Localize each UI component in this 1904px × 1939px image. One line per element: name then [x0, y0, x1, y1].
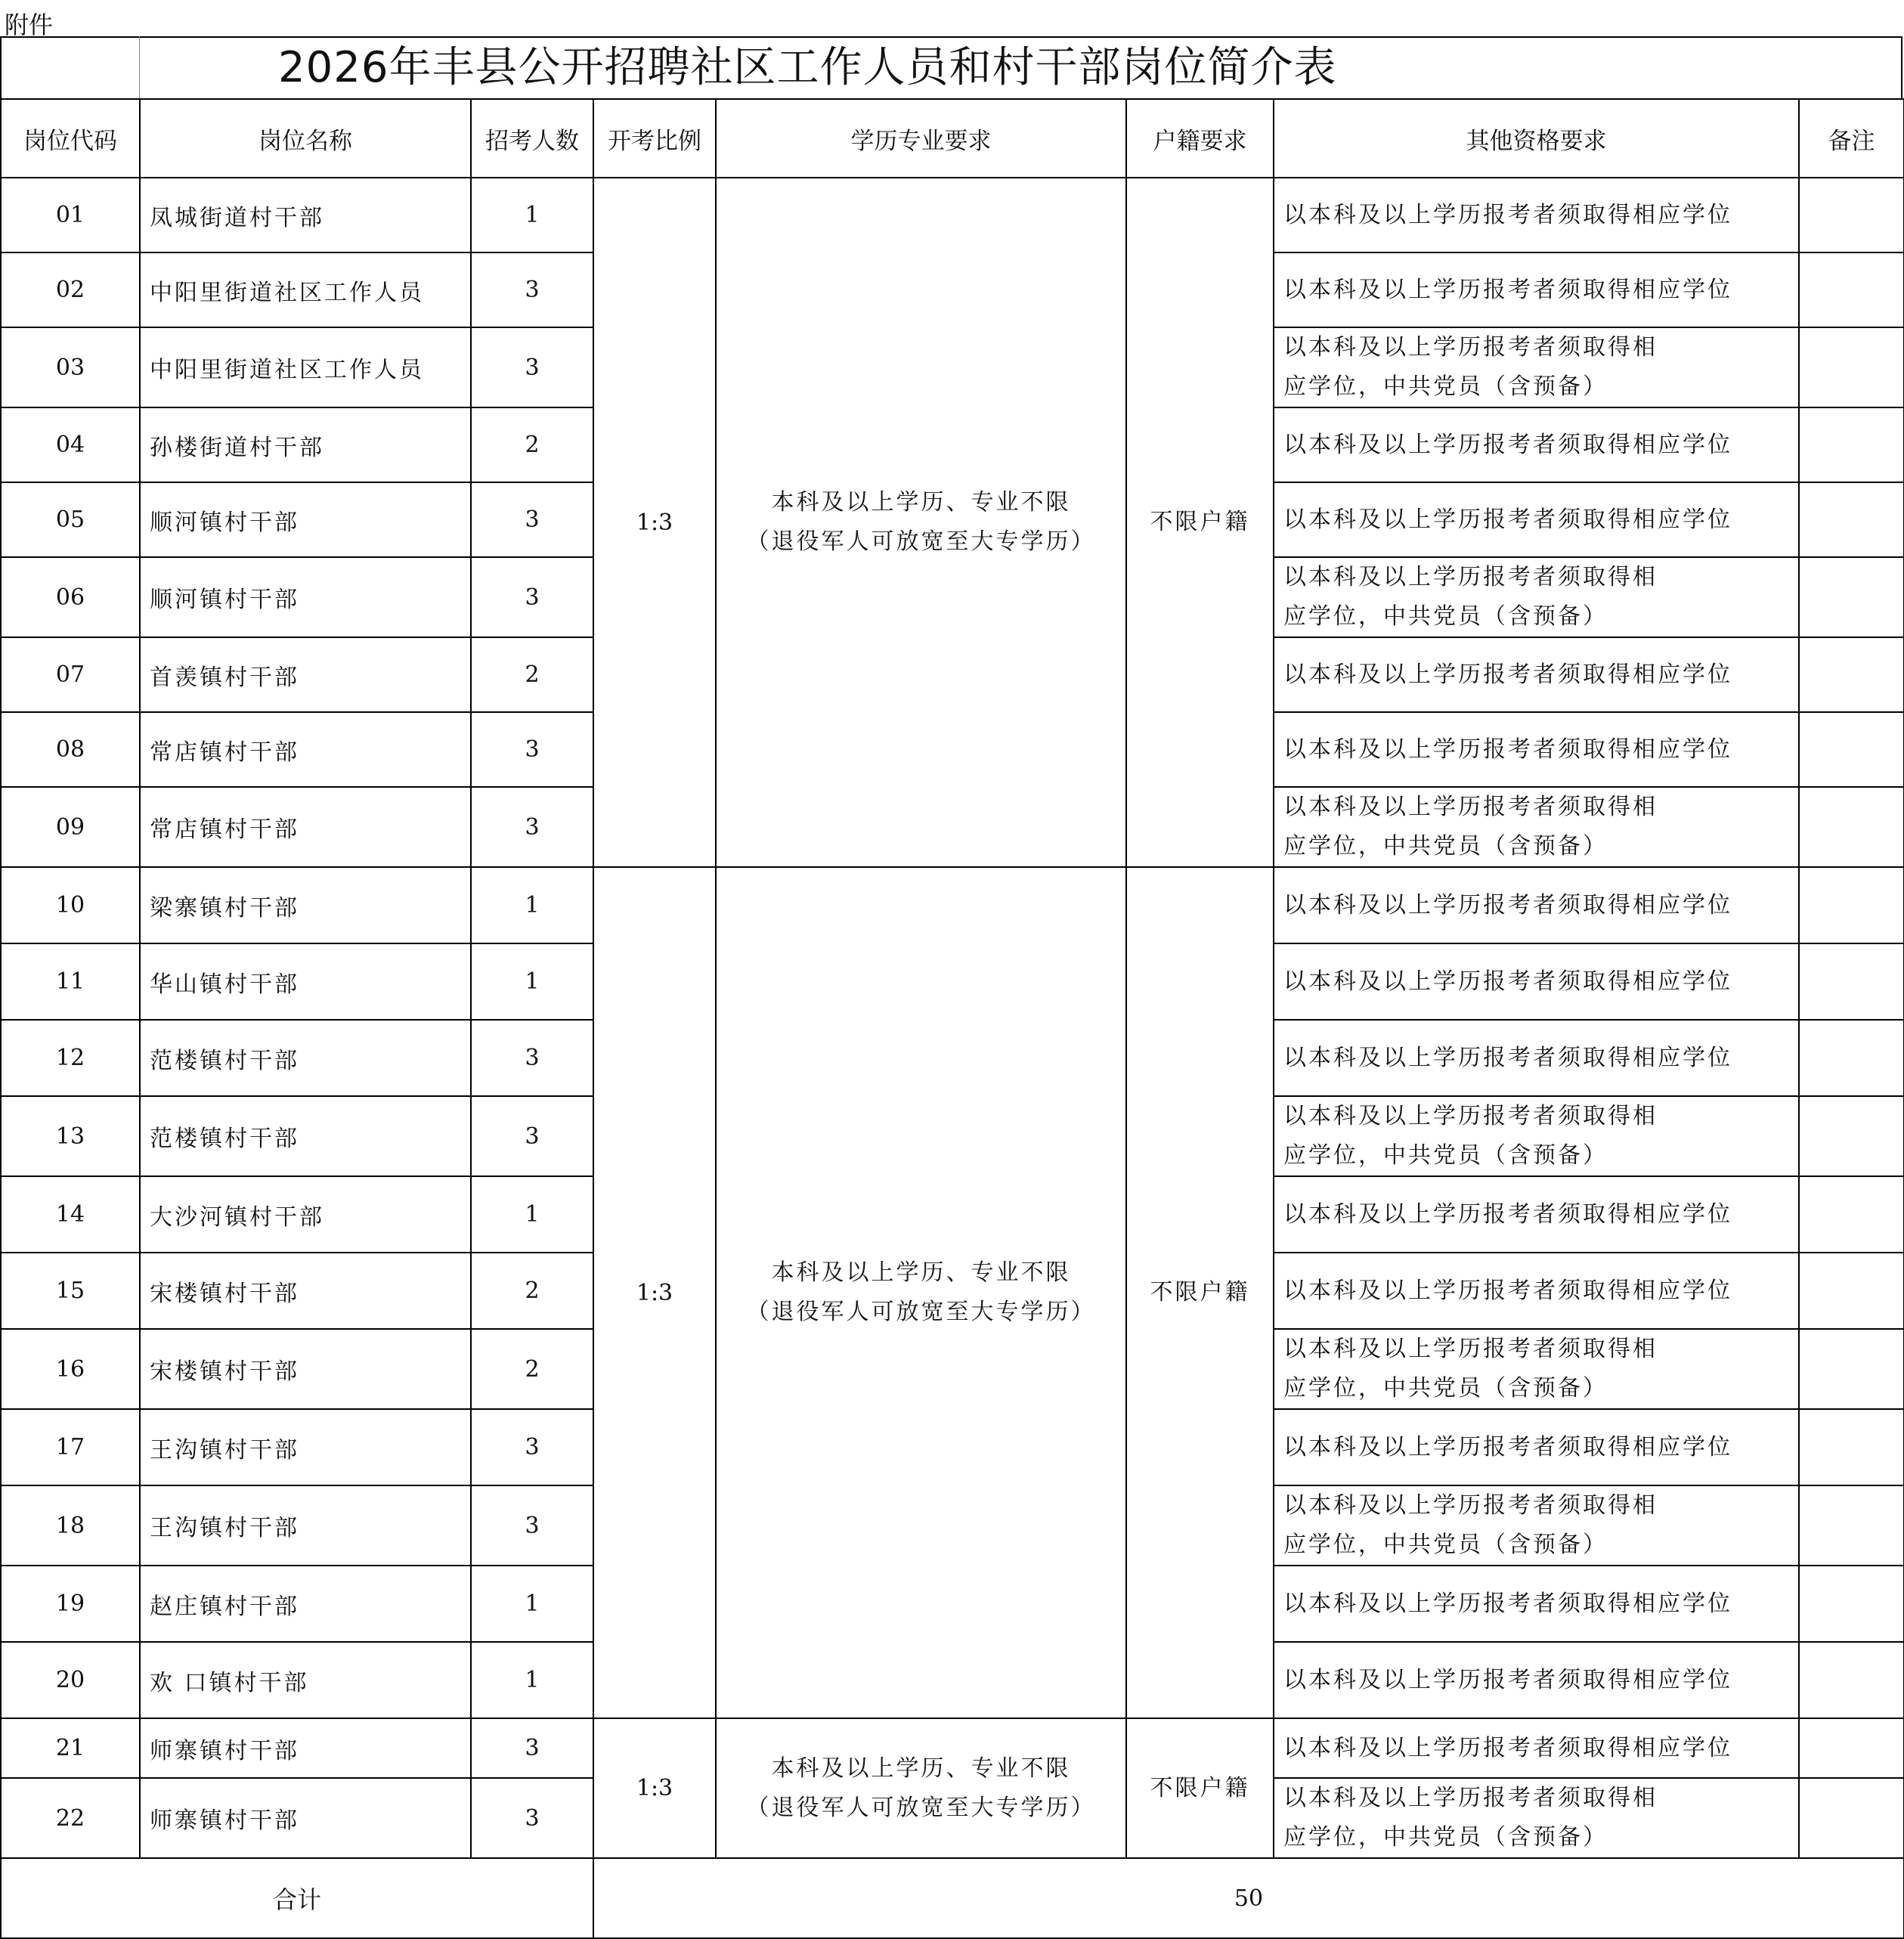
other-line: 应学位，中共党员（含预备） [1283, 1142, 1608, 1169]
cell-other [1274, 482, 1799, 557]
cell-ratio: 1:3 [593, 1718, 716, 1858]
cell-other [1274, 407, 1799, 482]
cell-other [1274, 1020, 1799, 1096]
cell-remark [1799, 1176, 1904, 1253]
cell-other [1274, 178, 1799, 252]
other-line: 应学位，中共党员（含预备） [1283, 1375, 1608, 1402]
cell-count: 1 [471, 1176, 593, 1253]
other-line: 应学位，中共党员（含预备） [1283, 833, 1608, 860]
other-line: 以本科及以上学历报考者须取得相应学位 [1283, 1590, 1732, 1617]
education-line: （退役军人可放宽至大专学历） [746, 1794, 1096, 1821]
other-line: 以本科及以上学历报考者须取得相应学位 [1283, 968, 1732, 995]
cell-count: 1 [471, 943, 593, 1020]
cell-remark [1799, 557, 1904, 637]
cell-name: 宋楼镇村干部 [140, 1329, 471, 1409]
position-table [0, 98, 1904, 1939]
cell-remark [1799, 1718, 1904, 1778]
other-line: 应学位，中共党员（含预备） [1283, 373, 1608, 400]
cell-remark [1799, 1329, 1904, 1409]
total-label: 合计 [1, 1858, 593, 1938]
attachment-label: 附件 [5, 11, 54, 39]
cell-name: 常店镇村干部 [140, 712, 471, 787]
header-education: 学历专业要求 [716, 99, 1126, 178]
cell-name: 孙楼街道村干部 [140, 407, 471, 482]
education-line: （退役军人可放宽至大专学历） [746, 1299, 1096, 1325]
cell-education [716, 178, 1126, 867]
cell-name: 师寨镇村干部 [140, 1778, 471, 1858]
cell-code: 07 [1, 637, 140, 712]
cell-name: 顺河镇村干部 [140, 482, 471, 557]
other-line: 以本科及以上学历报考者须取得相 [1283, 1785, 1658, 1811]
cell-code: 13 [1, 1096, 140, 1176]
cell-name: 首羡镇村干部 [140, 637, 471, 712]
other-line: 以本科及以上学历报考者须取得相 [1283, 334, 1658, 361]
cell-remark [1799, 1020, 1904, 1096]
cell-hukou: 不限户籍 [1126, 867, 1274, 1718]
other-line: 以本科及以上学历报考者须取得相应学位 [1283, 661, 1732, 688]
other-line: 以本科及以上学历报考者须取得相应学位 [1283, 891, 1732, 918]
cell-code: 03 [1, 327, 140, 407]
cell-name: 中阳里街道社区工作人员 [140, 327, 471, 407]
table-body [1, 178, 1904, 1938]
cell-name: 王沟镇村干部 [140, 1485, 471, 1566]
cell-other [1274, 943, 1799, 1020]
cell-name: 中阳里街道社区工作人员 [140, 252, 471, 327]
table-row [1, 1718, 1904, 1778]
cell-remark [1799, 1409, 1904, 1485]
cell-code: 04 [1, 407, 140, 482]
cell-count: 1 [471, 1642, 593, 1718]
other-line: 以本科及以上学历报考者须取得相应学位 [1283, 1666, 1732, 1693]
cell-count: 3 [471, 482, 593, 557]
education-line: 本科及以上学历、专业不限 [771, 1259, 1071, 1286]
cell-code: 01 [1, 178, 140, 252]
cell-remark [1799, 327, 1904, 407]
cell-other [1274, 787, 1799, 867]
cell-code: 06 [1, 557, 140, 637]
other-line: 以本科及以上学历报考者须取得相应学位 [1283, 276, 1732, 303]
cell-code: 18 [1, 1485, 140, 1566]
cell-name: 赵庄镇村干部 [140, 1566, 471, 1642]
total-row [1, 1858, 1904, 1938]
cell-code: 17 [1, 1409, 140, 1485]
header-code: 岗位代码 [1, 99, 140, 178]
cell-other [1274, 1718, 1799, 1778]
header-name: 岗位名称 [140, 99, 471, 178]
cell-count: 2 [471, 637, 593, 712]
cell-count: 1 [471, 1566, 593, 1642]
cell-other [1274, 637, 1799, 712]
page-title: 2026年丰县公开招聘社区工作人员和村干部岗位简介表 [278, 43, 1337, 92]
other-line: 以本科及以上学历报考者须取得相 [1283, 1103, 1658, 1129]
cell-count: 1 [471, 178, 593, 252]
cell-remark [1799, 178, 1904, 252]
header-other: 其他资格要求 [1274, 99, 1799, 178]
cell-name: 顺河镇村干部 [140, 557, 471, 637]
cell-count: 3 [471, 1020, 593, 1096]
cell-remark [1799, 943, 1904, 1020]
cell-remark [1799, 482, 1904, 557]
other-line: 以本科及以上学历报考者须取得相应学位 [1283, 506, 1732, 533]
cell-education [716, 867, 1126, 1718]
cell-other [1274, 1566, 1799, 1642]
cell-remark [1799, 407, 1904, 482]
other-line: 以本科及以上学历报考者须取得相应学位 [1283, 736, 1732, 763]
cell-code: 05 [1, 482, 140, 557]
cell-code: 22 [1, 1778, 140, 1858]
other-line: 以本科及以上学历报考者须取得相 [1283, 1336, 1658, 1362]
cell-other [1274, 1253, 1799, 1329]
table-row [1, 178, 1904, 252]
cell-other [1274, 1329, 1799, 1409]
cell-code: 12 [1, 1020, 140, 1096]
other-line: 以本科及以上学历报考者须取得相 [1283, 794, 1658, 820]
cell-code: 20 [1, 1642, 140, 1718]
header-remark: 备注 [1799, 99, 1904, 178]
cell-education [716, 1718, 1126, 1858]
cell-name: 范楼镇村干部 [140, 1020, 471, 1096]
cell-name: 王沟镇村干部 [140, 1409, 471, 1485]
other-line: 以本科及以上学历报考者须取得相应学位 [1283, 431, 1732, 458]
cell-count: 1 [471, 867, 593, 943]
cell-code: 14 [1, 1176, 140, 1253]
cell-count: 3 [471, 1096, 593, 1176]
cell-code: 11 [1, 943, 140, 1020]
table-row [1, 867, 1904, 943]
other-line: 以本科及以上学历报考者须取得相应学位 [1283, 1277, 1732, 1304]
other-line: 以本科及以上学历报考者须取得相应学位 [1283, 1044, 1732, 1071]
cell-code: 16 [1, 1329, 140, 1409]
cell-count: 3 [471, 1718, 593, 1778]
cell-remark [1799, 1566, 1904, 1642]
cell-count: 2 [471, 1329, 593, 1409]
cell-count: 3 [471, 712, 593, 787]
cell-code: 08 [1, 712, 140, 787]
cell-other [1274, 1176, 1799, 1253]
cell-remark [1799, 712, 1904, 787]
cell-count: 3 [471, 1485, 593, 1566]
cell-other [1274, 327, 1799, 407]
cell-count: 3 [471, 787, 593, 867]
cell-count: 3 [471, 252, 593, 327]
cell-other [1274, 1485, 1799, 1566]
cell-name: 范楼镇村干部 [140, 1096, 471, 1176]
cell-remark [1799, 867, 1904, 943]
other-line: 以本科及以上学历报考者须取得相 [1283, 1492, 1658, 1519]
cell-code: 19 [1, 1566, 140, 1642]
header-hukou: 户籍要求 [1126, 99, 1274, 178]
cell-ratio: 1:3 [593, 867, 716, 1718]
other-line: 以本科及以上学历报考者须取得相应学位 [1283, 1734, 1732, 1761]
cell-hukou: 不限户籍 [1126, 1718, 1274, 1858]
cell-name: 凤城街道村干部 [140, 178, 471, 252]
cell-remark [1799, 787, 1904, 867]
header-ratio: 开考比例 [593, 99, 716, 178]
cell-other [1274, 1642, 1799, 1718]
cell-count: 2 [471, 407, 593, 482]
other-line: 以本科及以上学历报考者须取得相 [1283, 564, 1658, 590]
cell-remark [1799, 1485, 1904, 1566]
cell-name: 欢 口镇村干部 [140, 1642, 471, 1718]
cell-code: 10 [1, 867, 140, 943]
other-line: 以本科及以上学历报考者须取得相应学位 [1283, 1433, 1732, 1460]
cell-other [1274, 1409, 1799, 1485]
other-line: 应学位，中共党员（含预备） [1283, 1824, 1608, 1851]
cell-other [1274, 1778, 1799, 1858]
cell-code: 09 [1, 787, 140, 867]
education-line: 本科及以上学历、专业不限 [771, 489, 1071, 516]
cell-remark [1799, 1642, 1904, 1718]
cell-name: 梁寨镇村干部 [140, 867, 471, 943]
cell-name: 大沙河镇村干部 [140, 1176, 471, 1253]
cell-remark [1799, 1096, 1904, 1176]
total-value: 50 [593, 1858, 1904, 1938]
cell-hukou: 不限户籍 [1126, 178, 1274, 867]
cell-code: 21 [1, 1718, 140, 1778]
cell-name: 华山镇村干部 [140, 943, 471, 1020]
cell-name: 师寨镇村干部 [140, 1718, 471, 1778]
cell-count: 3 [471, 1409, 593, 1485]
cell-count: 3 [471, 1778, 593, 1858]
cell-code: 02 [1, 252, 140, 327]
cell-remark [1799, 1778, 1904, 1858]
education-line: （退役军人可放宽至大专学历） [746, 528, 1096, 555]
title-divider [139, 36, 140, 98]
education-line: 本科及以上学历、专业不限 [771, 1755, 1071, 1782]
other-line: 应学位，中共党员（含预备） [1283, 1532, 1608, 1558]
cell-name: 常店镇村干部 [140, 787, 471, 867]
cell-other [1274, 867, 1799, 943]
cell-ratio: 1:3 [593, 178, 716, 867]
cell-other [1274, 252, 1799, 327]
cell-remark [1799, 1253, 1904, 1329]
header-row [1, 99, 1904, 178]
cell-other [1274, 712, 1799, 787]
cell-other [1274, 1096, 1799, 1176]
cell-name: 宋楼镇村干部 [140, 1253, 471, 1329]
cell-remark [1799, 637, 1904, 712]
cell-other [1274, 557, 1799, 637]
header-count: 招考人数 [471, 99, 593, 178]
cell-count: 3 [471, 327, 593, 407]
cell-code: 15 [1, 1253, 140, 1329]
cell-count: 3 [471, 557, 593, 637]
cell-remark [1799, 252, 1904, 327]
other-line: 应学位，中共党员（含预备） [1283, 603, 1608, 630]
cell-count: 2 [471, 1253, 593, 1329]
other-line: 以本科及以上学历报考者须取得相应学位 [1283, 201, 1732, 228]
other-line: 以本科及以上学历报考者须取得相应学位 [1283, 1200, 1732, 1228]
